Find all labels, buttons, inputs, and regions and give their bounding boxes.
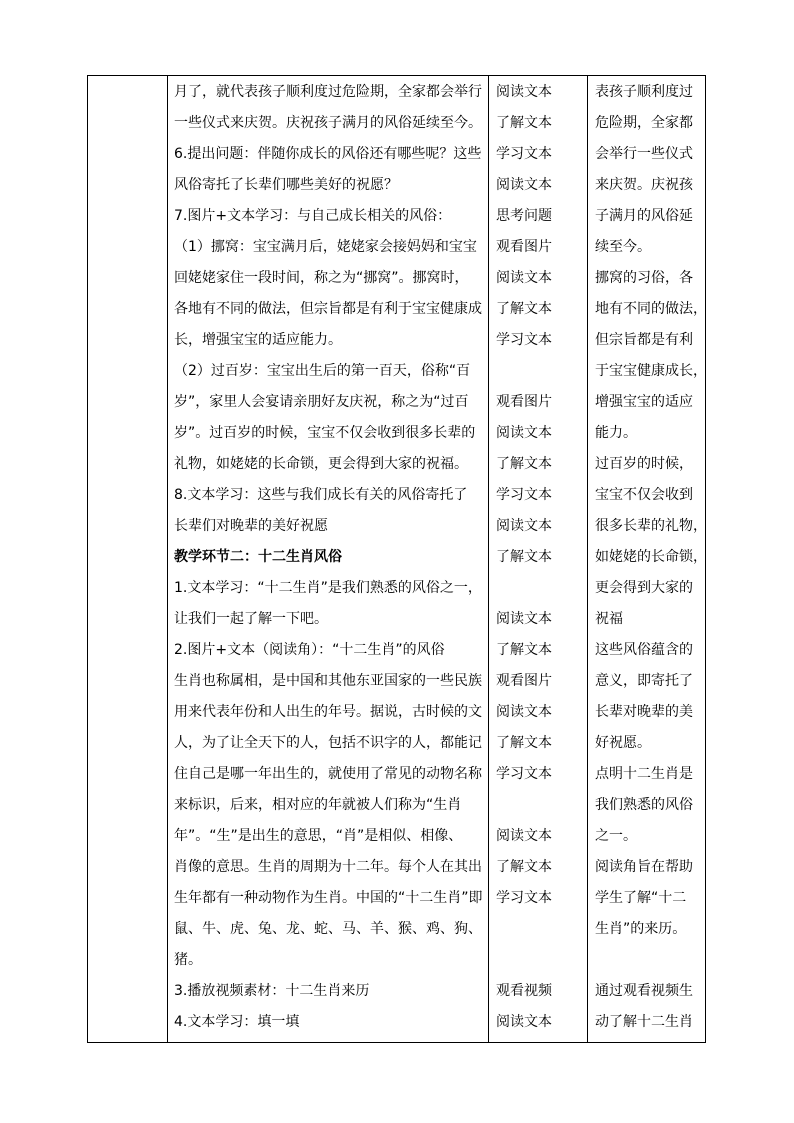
empty-first-column <box>88 75 167 1043</box>
content-line: 长辈们对晚辈的美好祝愿 <box>174 518 328 534</box>
content-line: 肖像的意思。生肖的周期为十二年。每个人在其出 <box>174 859 482 875</box>
activity-line: 思考问题 <box>496 208 552 224</box>
content-column <box>168 75 488 1043</box>
intent-line: 挪窝的习俗，各 <box>595 270 693 286</box>
intent-line: 好祝愿。 <box>595 735 651 751</box>
content-line: 1.文本学习：“十二生肖”是我们熟悉的风俗之一， <box>174 580 482 596</box>
intent-line: 子满月的风俗延 <box>595 208 693 224</box>
activity-line: 观看图片 <box>496 394 552 410</box>
activity-line: 阅读文本 <box>496 704 552 720</box>
intent-line: 长辈对晚辈的美 <box>595 704 693 720</box>
activity-line: 观看图片 <box>496 239 552 255</box>
content-line: 6.提出问题：伴随你成长的风俗还有哪些呢？这些 <box>174 146 482 162</box>
content-line: 3.播放视频素材：十二生肖来历 <box>174 983 370 999</box>
intent-line: 祝福 <box>595 611 623 627</box>
activity-line: 了解文本 <box>496 735 552 751</box>
activity-line: 阅读文本 <box>496 177 552 193</box>
intent-line: 表孩子顺利度过 <box>595 84 693 100</box>
activity-line: 阅读文本 <box>496 828 552 844</box>
activity-line: 学习文本 <box>496 332 552 348</box>
intent-line: 但宗旨都是有利 <box>595 332 693 348</box>
intent-line: 更会得到大家的 <box>595 580 693 596</box>
intent-line: 这些风俗蕴含的 <box>595 642 693 658</box>
intent-line: 地有不同的做法， <box>595 301 707 317</box>
activity-line: 阅读文本 <box>496 611 552 627</box>
intent-line: 如姥姥的长命锁， <box>595 549 707 565</box>
intent-line: 会举行一些仪式 <box>595 146 693 162</box>
intent-line: 增强宝宝的适应 <box>595 394 693 410</box>
intent-line: 续至今。 <box>595 239 651 255</box>
intent-line: 通过观看视频生 <box>595 983 693 999</box>
intent-line: 学生了解“十二 <box>595 890 687 906</box>
content-line: 年”。“生”是出生的意思，“肖”是相似、相像、 <box>174 828 463 844</box>
content-line: 住自己是哪一年出生的，就使用了常见的动物名称 <box>174 766 482 782</box>
activity-line: 阅读文本 <box>496 425 552 441</box>
content-line: （2）过百岁：宝宝出生后的第一百天，俗称“百 <box>174 363 471 379</box>
intent-line: 过百岁的时候， <box>595 456 693 472</box>
activity-line: 了解文本 <box>496 642 552 658</box>
activity-line: 了解文本 <box>496 549 552 565</box>
content-line: 鼠、牛、虎、兔、龙、蛇、马、羊、猴、鸡、狗、 <box>174 921 482 937</box>
intent-line: 动了解十二生肖 <box>595 1014 693 1030</box>
content-line: （1）挪窝：宝宝满月后，姥姥家会接妈妈和宝宝 <box>174 239 477 255</box>
activity-line: 了解文本 <box>496 115 552 131</box>
content-line: 风俗寄托了长辈们哪些美好的祝愿？ <box>174 177 398 193</box>
intent-column <box>588 75 706 1043</box>
activity-line: 阅读文本 <box>496 518 552 534</box>
intent-line: 来庆贺。庆祝孩 <box>595 177 693 193</box>
content-line: 月了，就代表孩子顺利度过危险期，全家都会举行 <box>174 84 482 100</box>
content-line: 8.文本学习：这些与我们成长有关的风俗寄托了 <box>174 487 468 503</box>
intent-line: 意义，即寄托了 <box>595 673 693 689</box>
content-line: 长，增强宝宝的适应能力。 <box>174 332 342 348</box>
content-line: 让我们一起了解一下吧。 <box>174 611 328 627</box>
content-line: 礼物，如姥姥的长命锁，更会得到大家的祝福。 <box>174 456 468 472</box>
activity-line: 观看视频 <box>496 983 552 999</box>
intent-line: 能力。 <box>595 425 637 441</box>
intent-line: 很多长辈的礼物， <box>595 518 707 534</box>
activity-line: 阅读文本 <box>496 84 552 100</box>
content-line: 2.图片+文本（阅读角）：“十二生肖”的风俗 <box>174 642 445 658</box>
activity-line: 了解文本 <box>496 456 552 472</box>
activity-line: 学习文本 <box>496 890 552 906</box>
intent-line: 于宝宝健康成长， <box>595 363 707 379</box>
content-line: 猪。 <box>174 952 202 968</box>
activity-line: 学习文本 <box>496 487 552 503</box>
content-line: 一些仪式来庆贺。庆祝孩子满月的风俗延续至今。 <box>174 115 482 131</box>
content-line: 用来代表年份和人出生的年号。据说，古时候的文 <box>174 704 482 720</box>
content-line: 来标识，后来，相对应的年就被人们称为“生肖 <box>174 797 462 813</box>
content-line: 7.图片+文本学习：与自己成长相关的风俗： <box>174 208 452 224</box>
intent-line: 之一。 <box>595 828 637 844</box>
content-line: 回姥姥家住一段时间，称之为“挪窝”。挪窝时， <box>174 270 469 286</box>
section-heading: 教学环节二：十二生肖风俗 <box>174 549 342 565</box>
activity-line: 观看图片 <box>496 673 552 689</box>
content-line: 岁”，家里人会宴请亲朋好友庆祝，称之为“过百 <box>174 394 469 410</box>
intent-line: 阅读角旨在帮助 <box>595 859 693 875</box>
content-line: 各地有不同的做法，但宗旨都是有利于宝宝健康成 <box>174 301 482 317</box>
activity-column <box>489 75 587 1043</box>
activity-line: 了解文本 <box>496 859 552 875</box>
activity-line: 学习文本 <box>496 146 552 162</box>
intent-line: 生肖”的来历。 <box>595 921 687 937</box>
intent-line: 危险期，全家都 <box>595 115 693 131</box>
activity-line: 阅读文本 <box>496 1014 552 1030</box>
intent-line: 点明十二生肖是 <box>595 766 693 782</box>
content-line: 生肖也称属相，是中国和其他东亚国家的一些民族 <box>174 673 482 689</box>
content-line: 4.文本学习：填一填 <box>174 1014 300 1030</box>
intent-line: 宝宝不仅会收到 <box>595 487 693 503</box>
content-line: 生年都有一种动物作为生肖。中国的“十二生肖”即 <box>174 890 483 906</box>
intent-line: 我们熟悉的风俗 <box>595 797 693 813</box>
activity-line: 学习文本 <box>496 766 552 782</box>
activity-line: 了解文本 <box>496 301 552 317</box>
content-line: 岁”。过百岁的时候，宝宝不仅会收到很多长辈的 <box>174 425 476 441</box>
activity-line: 阅读文本 <box>496 270 552 286</box>
content-line: 人，为了让全天下的人，包括不识字的人，都能记 <box>174 735 482 751</box>
